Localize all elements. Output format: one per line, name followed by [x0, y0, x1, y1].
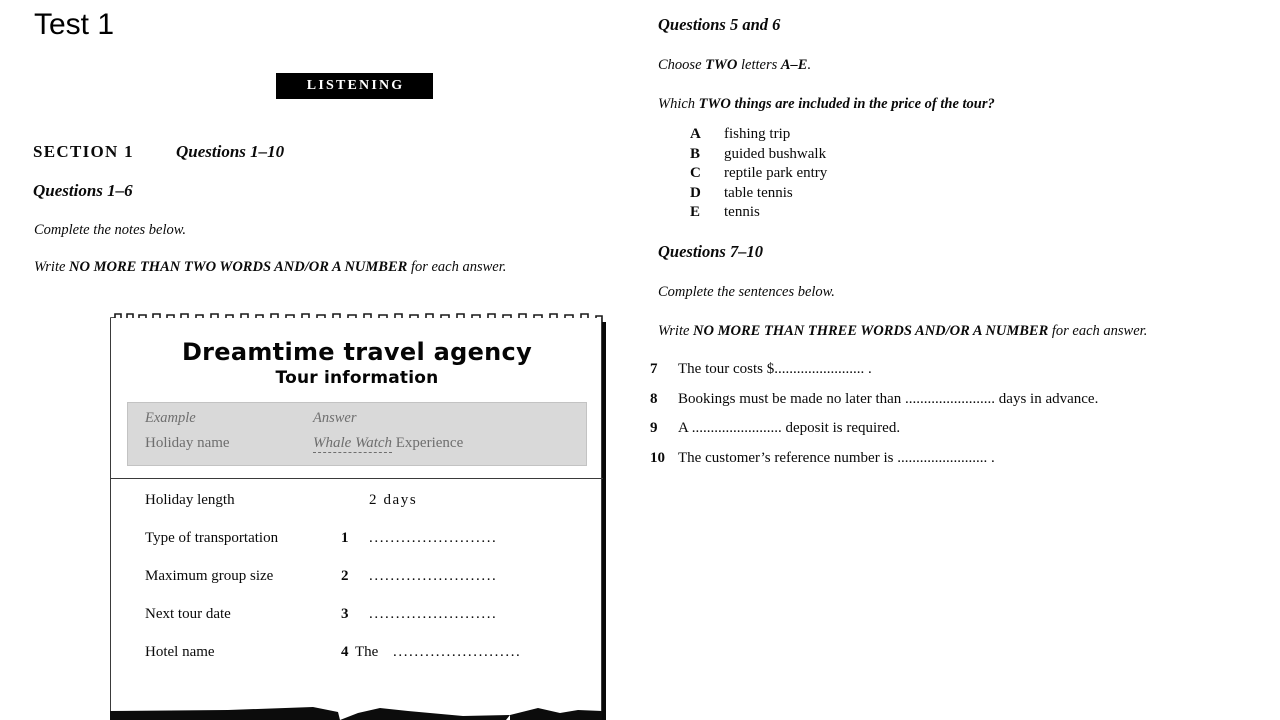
note-row-answer-blank[interactable]: ........................: [369, 606, 498, 622]
notes-subtitle: Tour information: [275, 368, 439, 388]
option-letter: A: [690, 126, 701, 142]
option-letter: B: [690, 145, 701, 162]
example-answer-underlined: Whale Watch: [313, 435, 393, 451]
sentence-row-10[interactable]: [650, 450, 1270, 480]
page-title: Test 1: [34, 8, 115, 41]
which-strong-two: TWO: [698, 96, 731, 112]
section-heading: [33, 142, 284, 162]
note-row-label: Holiday length: [145, 492, 235, 508]
sentence-text: A ........................ deposit is required.: [678, 420, 901, 436]
sentence-number: 9: [650, 420, 658, 436]
notes-divider: [111, 478, 603, 479]
write-strong: NO MORE THAN THREE WORDS AND/OR A NUMBER: [693, 323, 1049, 339]
notepad-torn-bottom-edge: [108, 694, 608, 720]
sentence-text: The customer’s reference number is ........................ .: [678, 449, 995, 466]
choose-prefix: Choose: [658, 57, 706, 73]
sentence-text: Bookings must be made no later than ........................ days in advance.: [678, 390, 1099, 407]
note-row-label: Maximum group size: [145, 568, 274, 584]
sentence-number: 7: [650, 361, 658, 377]
left-column: [0, 0, 636, 720]
notes-title: Dreamtime travel agency: [181, 338, 533, 366]
sentence-number: 8: [650, 390, 658, 407]
sentence-number: 10: [650, 449, 665, 466]
choose-suffix: .: [807, 57, 812, 73]
which-suffix: things are included in the price of the tour?: [730, 96, 995, 112]
note-row-answer-blank[interactable]: ........................: [369, 568, 498, 584]
option-label: fishing trip: [724, 126, 791, 142]
section-question-range: Questions 1–10: [175, 142, 285, 161]
answer-label: Answer: [313, 410, 357, 426]
note-row: [145, 644, 575, 682]
note-row: [145, 568, 575, 606]
instruction-word-limit: [34, 259, 506, 276]
choose-mid: letters: [737, 57, 781, 73]
option-label: table tennis: [724, 184, 793, 201]
note-row-value: 2 days: [369, 492, 418, 508]
note-row-number: 1: [341, 530, 349, 546]
option-letter: D: [690, 184, 701, 201]
questions-7-10-heading: Questions 7–10: [658, 242, 763, 261]
notes-panel: [110, 318, 602, 720]
write-prefix: Write: [658, 323, 694, 339]
sentence-list: [650, 361, 1270, 479]
instruction-word-limit-suffix: for each answer.: [407, 259, 507, 275]
sentence-text: The tour costs $........................ .: [678, 361, 872, 377]
sentence-row-7[interactable]: [650, 361, 1270, 391]
option-letter: E: [690, 204, 701, 220]
note-row-number: 3: [341, 606, 349, 622]
question-prompt-5-6: [658, 96, 995, 113]
option-letter: C: [690, 165, 701, 181]
questions-1-6-heading: Questions 1–6: [33, 181, 133, 200]
note-row: [145, 492, 575, 530]
option-label: guided bushwalk: [724, 145, 827, 162]
notes-rows: [145, 492, 575, 682]
right-column: [640, 0, 1280, 720]
instruction-word-limit-three: [658, 323, 1147, 340]
section-label: SECTION 1: [33, 142, 134, 161]
sentence-row-8[interactable]: [650, 391, 1270, 421]
instruction-choose-two-letters: [658, 57, 811, 74]
instruction-word-limit-strong: NO MORE THAN TWO WORDS AND/OR A NUMBER: [69, 259, 408, 275]
note-row-answer-blank[interactable]: ........................: [393, 644, 522, 660]
note-row-prefix: The: [355, 644, 379, 660]
note-row-label: Hotel name: [145, 644, 215, 660]
example-label: Example: [145, 410, 196, 426]
note-row: [145, 606, 575, 644]
note-row-label: Type of transportation: [145, 530, 279, 546]
instruction-complete-sentences: Complete the sentences below.: [658, 284, 835, 300]
example-answer-plain: Experience: [392, 435, 464, 451]
note-row-label: Next tour date: [145, 606, 231, 622]
example-item-label: Holiday name: [145, 435, 230, 451]
instruction-complete-notes: Complete the notes below.: [34, 222, 186, 238]
option-label: tennis: [724, 204, 760, 220]
example-band: [127, 402, 587, 466]
choose-strong-two: TWO: [705, 57, 738, 73]
note-row-number: 2: [341, 568, 349, 584]
note-row-number: 4: [341, 644, 349, 660]
option-label: reptile park entry: [724, 165, 828, 181]
questions-5-6-heading: Questions 5 and 6: [658, 15, 781, 34]
listening-banner: LISTENING: [276, 73, 433, 99]
note-row: [145, 530, 575, 568]
note-row-answer-blank[interactable]: ........................: [369, 530, 498, 546]
instruction-word-limit-prefix: Write: [34, 259, 70, 275]
sentence-row-9[interactable]: [650, 420, 1270, 450]
choose-strong-range: A–E: [780, 57, 808, 73]
which-prefix: Which: [658, 96, 699, 112]
example-answer-value: [313, 435, 463, 452]
write-suffix: for each answer.: [1048, 323, 1148, 339]
